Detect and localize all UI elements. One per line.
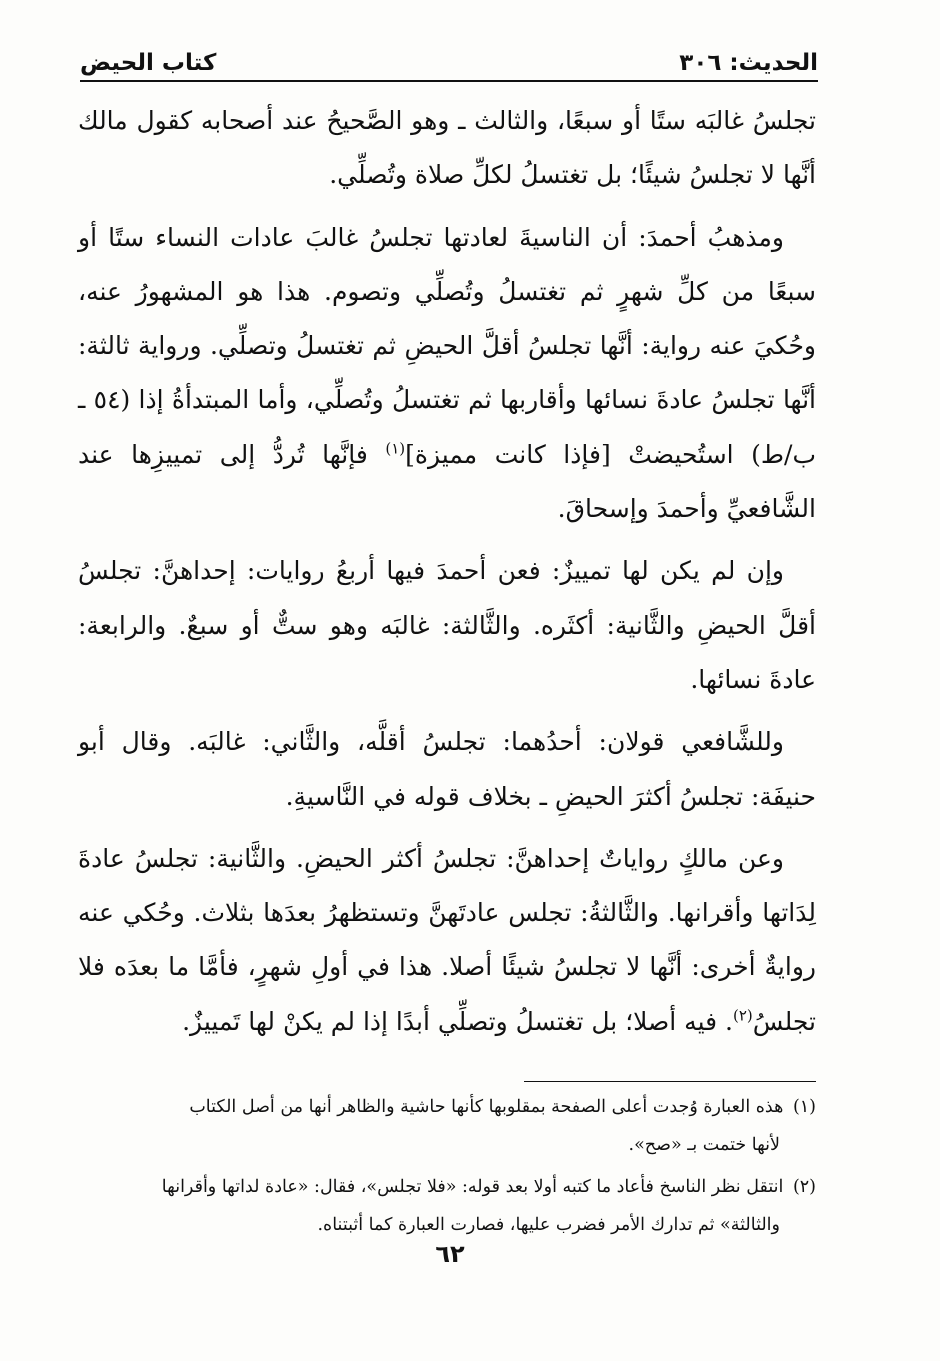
footnote — [78, 1088, 816, 1164]
footnote-divider — [524, 1081, 816, 1082]
footnote-number: (٢) — [792, 1177, 816, 1197]
main-text — [78, 94, 816, 1057]
paragraph — [78, 715, 816, 824]
header-divider — [80, 80, 818, 82]
footnote — [78, 1168, 816, 1244]
page-number: ٦٢ — [435, 1240, 465, 1268]
paragraph-text: فإنَّها تُردُّ إلى تمييزِها عند الشَّافعيِّ وأحمدَ وإسحاقَ. — [78, 439, 816, 524]
hadith-number: الحديث: ٣٠٦ — [679, 50, 818, 76]
book-title: كتاب الحيض — [80, 50, 217, 76]
footnote-number: (١) — [792, 1097, 816, 1117]
footnote-text: لأنها ختمت بـ «صح». — [628, 1135, 780, 1155]
paragraph-text: وللشَّافعي قولان: أحدُهما: تجلسُ أقلَّه، والثَّاني: غالبَه. وقال أبو حنيفَة: تجلسُ أكثرَ الحيضِ ـ بخلاف قوله في النَّاسيةِ. — [78, 727, 816, 811]
paragraph — [78, 544, 816, 707]
paragraph — [78, 94, 816, 203]
paragraph-text: تجلسُ غالبَه ستًا أو سبعًا، والثالث ـ وهو الصَّحيحُ عند أصحابه كقول مالك أنَّها لا تجلسُ شيئًا؛ بل تغتسلُ لكلِّ صلاة وتُصلِّي. — [78, 106, 816, 190]
paragraph — [78, 211, 816, 537]
paragraph-text: . فيه أصلا؛ بل تغتسلُ وتصلِّي أبدًا إذا لم يكنْ لها تَمييزٌ. — [182, 1006, 733, 1036]
footnote-text: هذه العبارة وُجدت أعلى الصفحة بمقلوبها كأنها حاشية والظاهر أنها من أصل الكتاب — [189, 1097, 784, 1117]
paragraph-text: وإن لم يكن لها تمييزٌ: فعن أحمدَ فيها أربعُ روايات: إحداهنَّ: تجلسُ أقلَّ الحيضِ والثَّانية: أكثَره. والثَّالثة: غالبَه وهو ستٌّ أو سبعٌ. والرابعة: عادةَ نسائها. — [78, 556, 816, 694]
paragraph-text: وعن مالكٍ رواياتٌ إحداهنَّ: تجلسُ أكثر الحيضِ. والثَّانية: تجلسُ عادةَ لِدَاتها وأقرانها. والثَّالثةُ: تجلس عادتَهنَّ وتستظهرُ بعدَها بثلاث. وحُكي عنه روايةٌ أخرى: أنَّها لا تجلسُ شيئًا أصلا. هذا في أولِ شهرٍ، فأمَّا ما بعدَه فلا تجلسُ — [78, 843, 816, 1036]
footnotes — [78, 1088, 816, 1248]
footnote-mark: (٢) — [732, 1006, 753, 1025]
paragraph-text: ومذهبُ أحمدَ: أن الناسيةَ لعادتها تجلسُ غالبَ عادات النساء ستًا أو سبعًا من كلِّ شهرٍ ثم تغتسلُ وتُصلِّي وتصوم. هذا هو المشهورُ عنه، وحُكيَ عنه رواية: أنَّها تجلسُ أقلَّ الحيضِ ثم تغتسلُ وتصلِّي. ورواية ثالثة: أنَّها تجلسُ عادةَ نسائها وأقاربها ثم تغتسلُ وتُصلِّي، وأما المبتدأةُ إذا (٥٤ ـ ب/ط) استُحيضتْ [فإذا كانت مميزة] — [78, 222, 816, 469]
paragraph — [78, 832, 816, 1049]
footnote-text: والثالثة» ثم تدارك الأمر فضرب عليها، فصارت العبارة كما أثبتناه. — [317, 1215, 780, 1235]
footnote-mark: (١) — [385, 439, 406, 458]
footnote-text: انتقل نظر الناسخ فأعاد ما كتبه أولا بعد قوله: «فلا تجلس»، فقال: «عادة لداتها وأقرانها — [161, 1177, 784, 1197]
running-header — [80, 36, 818, 76]
